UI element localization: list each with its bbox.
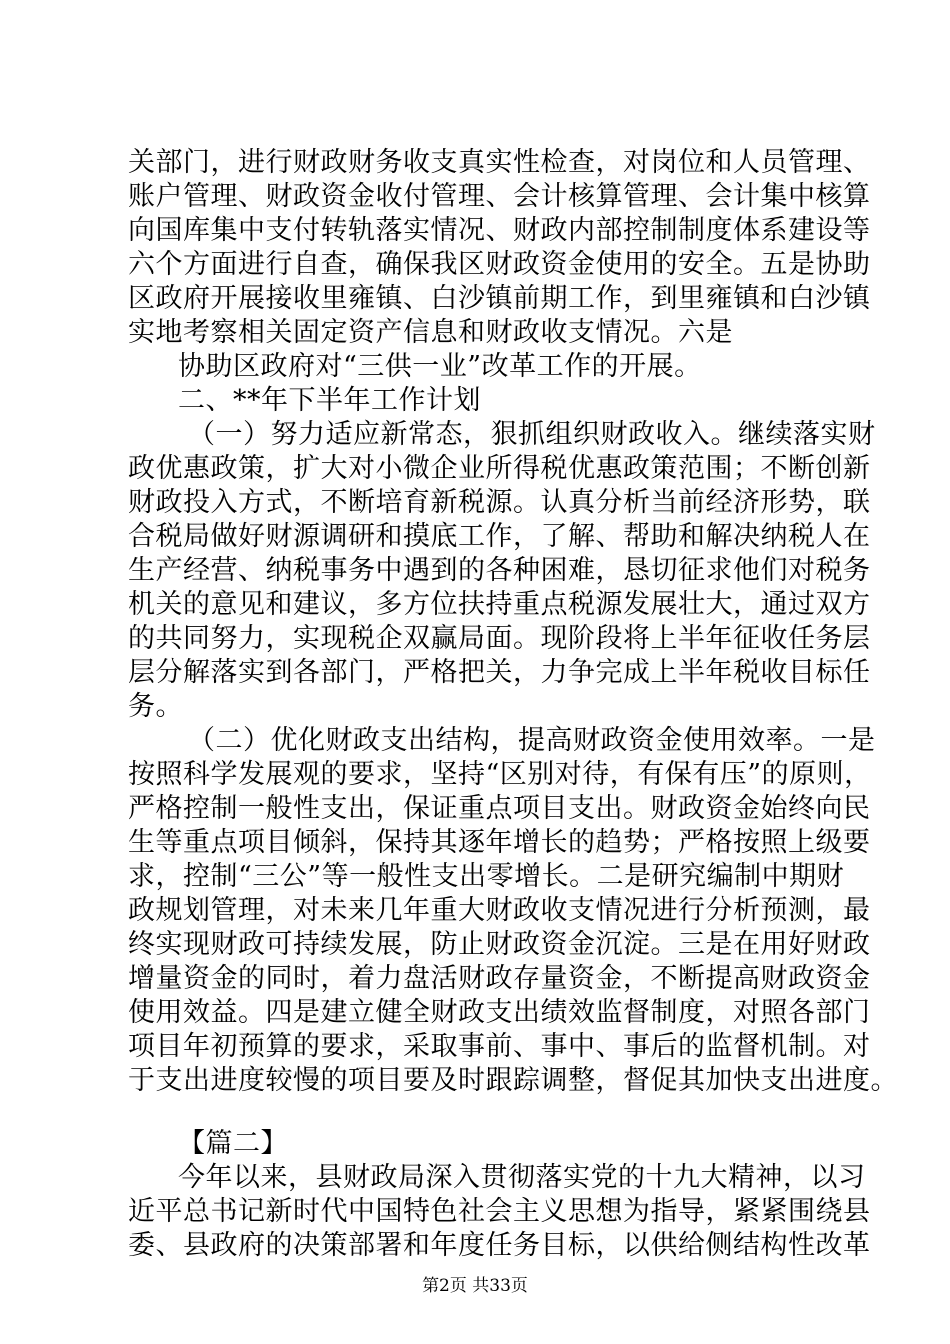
paragraph-line: 终实现财政可持续发展，防止财政资金沉淀。三是在用好财政 xyxy=(128,929,871,960)
paragraph-line: 于支出进度较慢的项目要及时跟踪调整，督促其加快支出进度。 xyxy=(128,1065,898,1096)
page-number-footer: 第2页 共33页 xyxy=(422,1276,528,1296)
paragraph-line: 严格控制一般性支出，保证重点项目支出。财政资金始终向民 xyxy=(128,793,871,824)
paragraph-line: 生等重点项目倾斜，保持其逐年增长的趋势；严格按照上级要 xyxy=(128,827,871,858)
paragraph-line: 求，控制“三公”等一般性支出零增长。二是研究编制中期财 xyxy=(128,861,845,892)
paragraph-line: 账户管理、财政资金收付管理、会计核算管理、会计集中核算 xyxy=(128,181,871,212)
paragraph-line: 近平总书记新时代中国特色社会主义思想为指导，紧紧围绕县 xyxy=(128,1196,871,1227)
paragraph-line: 按照科学发展观的要求，坚持“区别对待，有保有压”的原则， xyxy=(128,759,872,790)
paragraph-line: 务。 xyxy=(128,691,183,722)
chapter-heading: 【篇二】 xyxy=(178,1128,288,1159)
section-heading: 二、**年下半年工作计划 xyxy=(178,385,481,416)
paragraph-line: 财政投入方式，不断培育新税源。认真分析当前经济形势，联 xyxy=(128,487,871,518)
paragraph-line: 向国库集中支付转轨落实情况、财政内部控制制度体系建设等 xyxy=(128,215,871,246)
paragraph-line: 区政府开展接收里雍镇、白沙镇前期工作，到里雍镇和白沙镇 xyxy=(128,283,871,314)
paragraph-line: 层分解落实到各部门，严格把关，力争完成上半年税收目标任 xyxy=(128,657,871,688)
paragraph-line: 使用效益。四是建立健全财政支出绩效监督制度，对照各部门 xyxy=(128,997,871,1028)
document-body xyxy=(128,146,898,1263)
paragraph-line: 合税局做好财源调研和摸底工作，了解、帮助和解决纳税人在 xyxy=(128,521,871,552)
paragraph-line: 今年以来，县财政局深入贯彻落实党的十九大精神，以习 xyxy=(178,1162,866,1193)
paragraph-line: 六个方面进行自查，确保我区财政资金使用的安全。五是协助 xyxy=(128,249,871,280)
subsection-heading-line: （二）优化财政支出结构，提高财政资金使用效率。一是 xyxy=(188,725,876,756)
paragraph-spacer xyxy=(128,1098,834,1127)
paragraph-line: 增量资金的同时，着力盘活财政存量资金，不断提高财政资金 xyxy=(128,963,871,994)
paragraph-line: 机关的意见和建议，多方位扶持重点税源发展壮大，通过双方 xyxy=(128,589,871,620)
paragraph-line: 委、县政府的决策部署和年度任务目标，以供给侧结构性改革 xyxy=(128,1230,871,1261)
paragraph-line: 的共同努力，实现税企双赢局面。现阶段将上半年征收任务层 xyxy=(128,623,871,654)
paragraph-line: 实地考察相关固定资产信息和财政收支情况。六是 xyxy=(128,317,733,348)
paragraph-line: 项目年初预算的要求，采取事前、事中、事后的监督机制。对 xyxy=(128,1031,871,1062)
paragraph-line: 生产经营、纳税事务中遇到的各种困难，恳切征求他们对税务 xyxy=(128,555,871,586)
paragraph-line: 协助区政府对“三供一业”改革工作的开展。 xyxy=(178,351,702,382)
paragraph-line: 关部门，进行财政财务收支真实性检查，对岗位和人员管理、 xyxy=(128,147,871,178)
paragraph-line: 政规划管理，对未来几年重大财政收支情况进行分析预测，最 xyxy=(128,895,871,926)
subsection-heading-line: （一）努力适应新常态，狠抓组织财政收入。继续落实财 xyxy=(188,419,876,450)
paragraph-line: 政优惠政策，扩大对小微企业所得税优惠政策范围；不断创新 xyxy=(128,453,871,484)
